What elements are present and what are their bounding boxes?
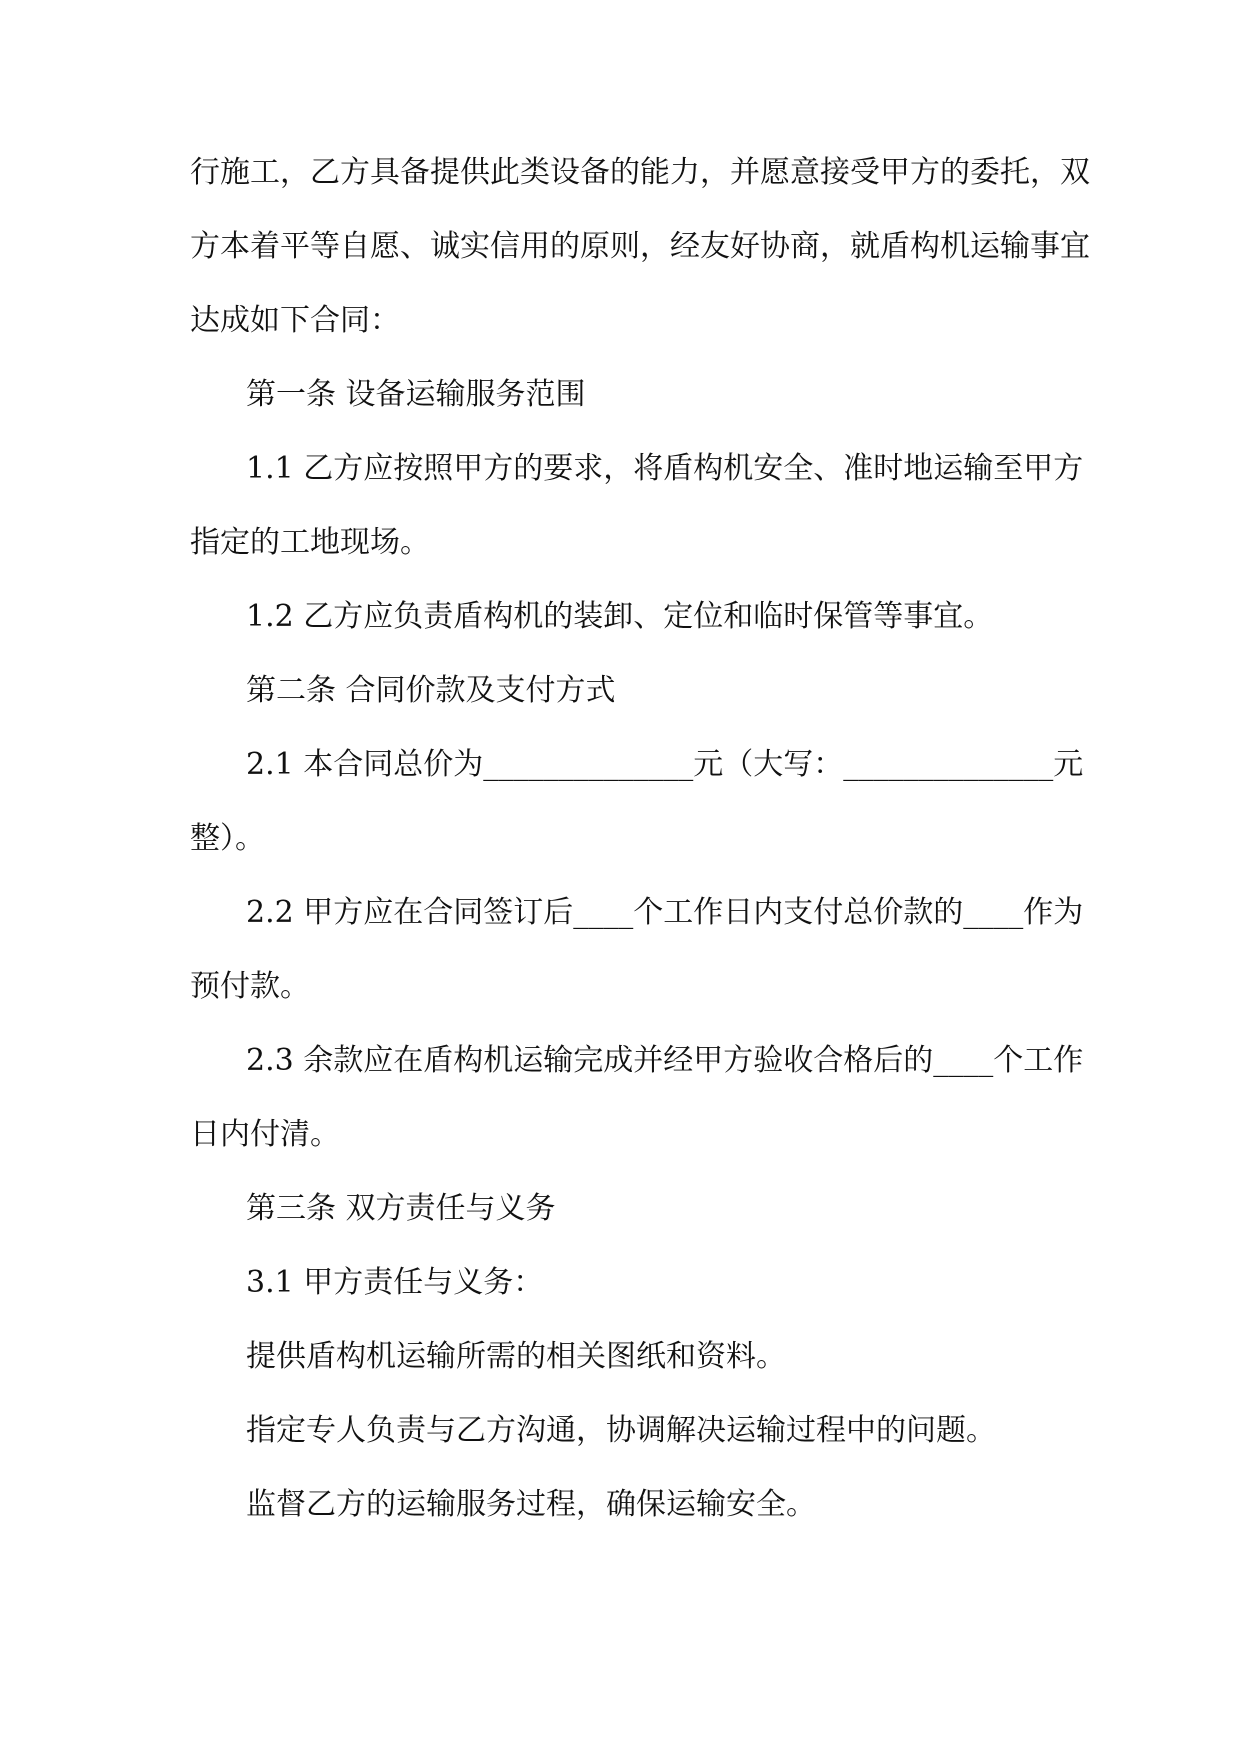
paragraph-line: 达成如下合同： (190, 303, 400, 338)
section-heading: 第一条 设备运输服务范围 (246, 377, 586, 412)
clause-line: 2.2 甲方应在合同签订后____个工作日内支付总价款的____作为 (246, 895, 1084, 930)
clause-line: 预付款。 (190, 969, 310, 1004)
clause-line: 指定的工地现场。 (190, 525, 430, 560)
section-heading: 第二条 合同价款及支付方式 (246, 673, 616, 708)
section-heading: 第三条 双方责任与义务 (246, 1191, 556, 1226)
clause-line: 日内付清。 (190, 1117, 340, 1152)
clause-line: 1.2 乙方应负责盾构机的装卸、定位和临时保管等事宜。 (246, 599, 994, 634)
clause-line: 整）。 (190, 821, 265, 856)
paragraph-line: 行施工，乙方具备提供此类设备的能力，并愿意接受甲方的委托，双 (190, 155, 1090, 190)
list-item: 提供盾构机运输所需的相关图纸和资料。 (246, 1339, 786, 1374)
list-item: 指定专人负责与乙方沟通，协调解决运输过程中的问题。 (246, 1413, 996, 1448)
clause-line: 3.1 甲方责任与义务： (246, 1265, 544, 1300)
paragraph-line: 方本着平等自愿、诚实信用的原则，经友好协商，就盾构机运输事宜 (190, 229, 1090, 264)
clause-line: 2.1 本合同总价为______________元（大写：______________元 (246, 747, 1084, 782)
document-body (190, 143, 1090, 1549)
clause-line: 1.1 乙方应按照甲方的要求，将盾构机安全、准时地运输至甲方 (246, 451, 1084, 486)
list-item: 监督乙方的运输服务过程，确保运输安全。 (246, 1487, 816, 1522)
clause-line: 2.3 余款应在盾构机运输完成并经甲方验收合格后的____个工作 (246, 1043, 1084, 1078)
